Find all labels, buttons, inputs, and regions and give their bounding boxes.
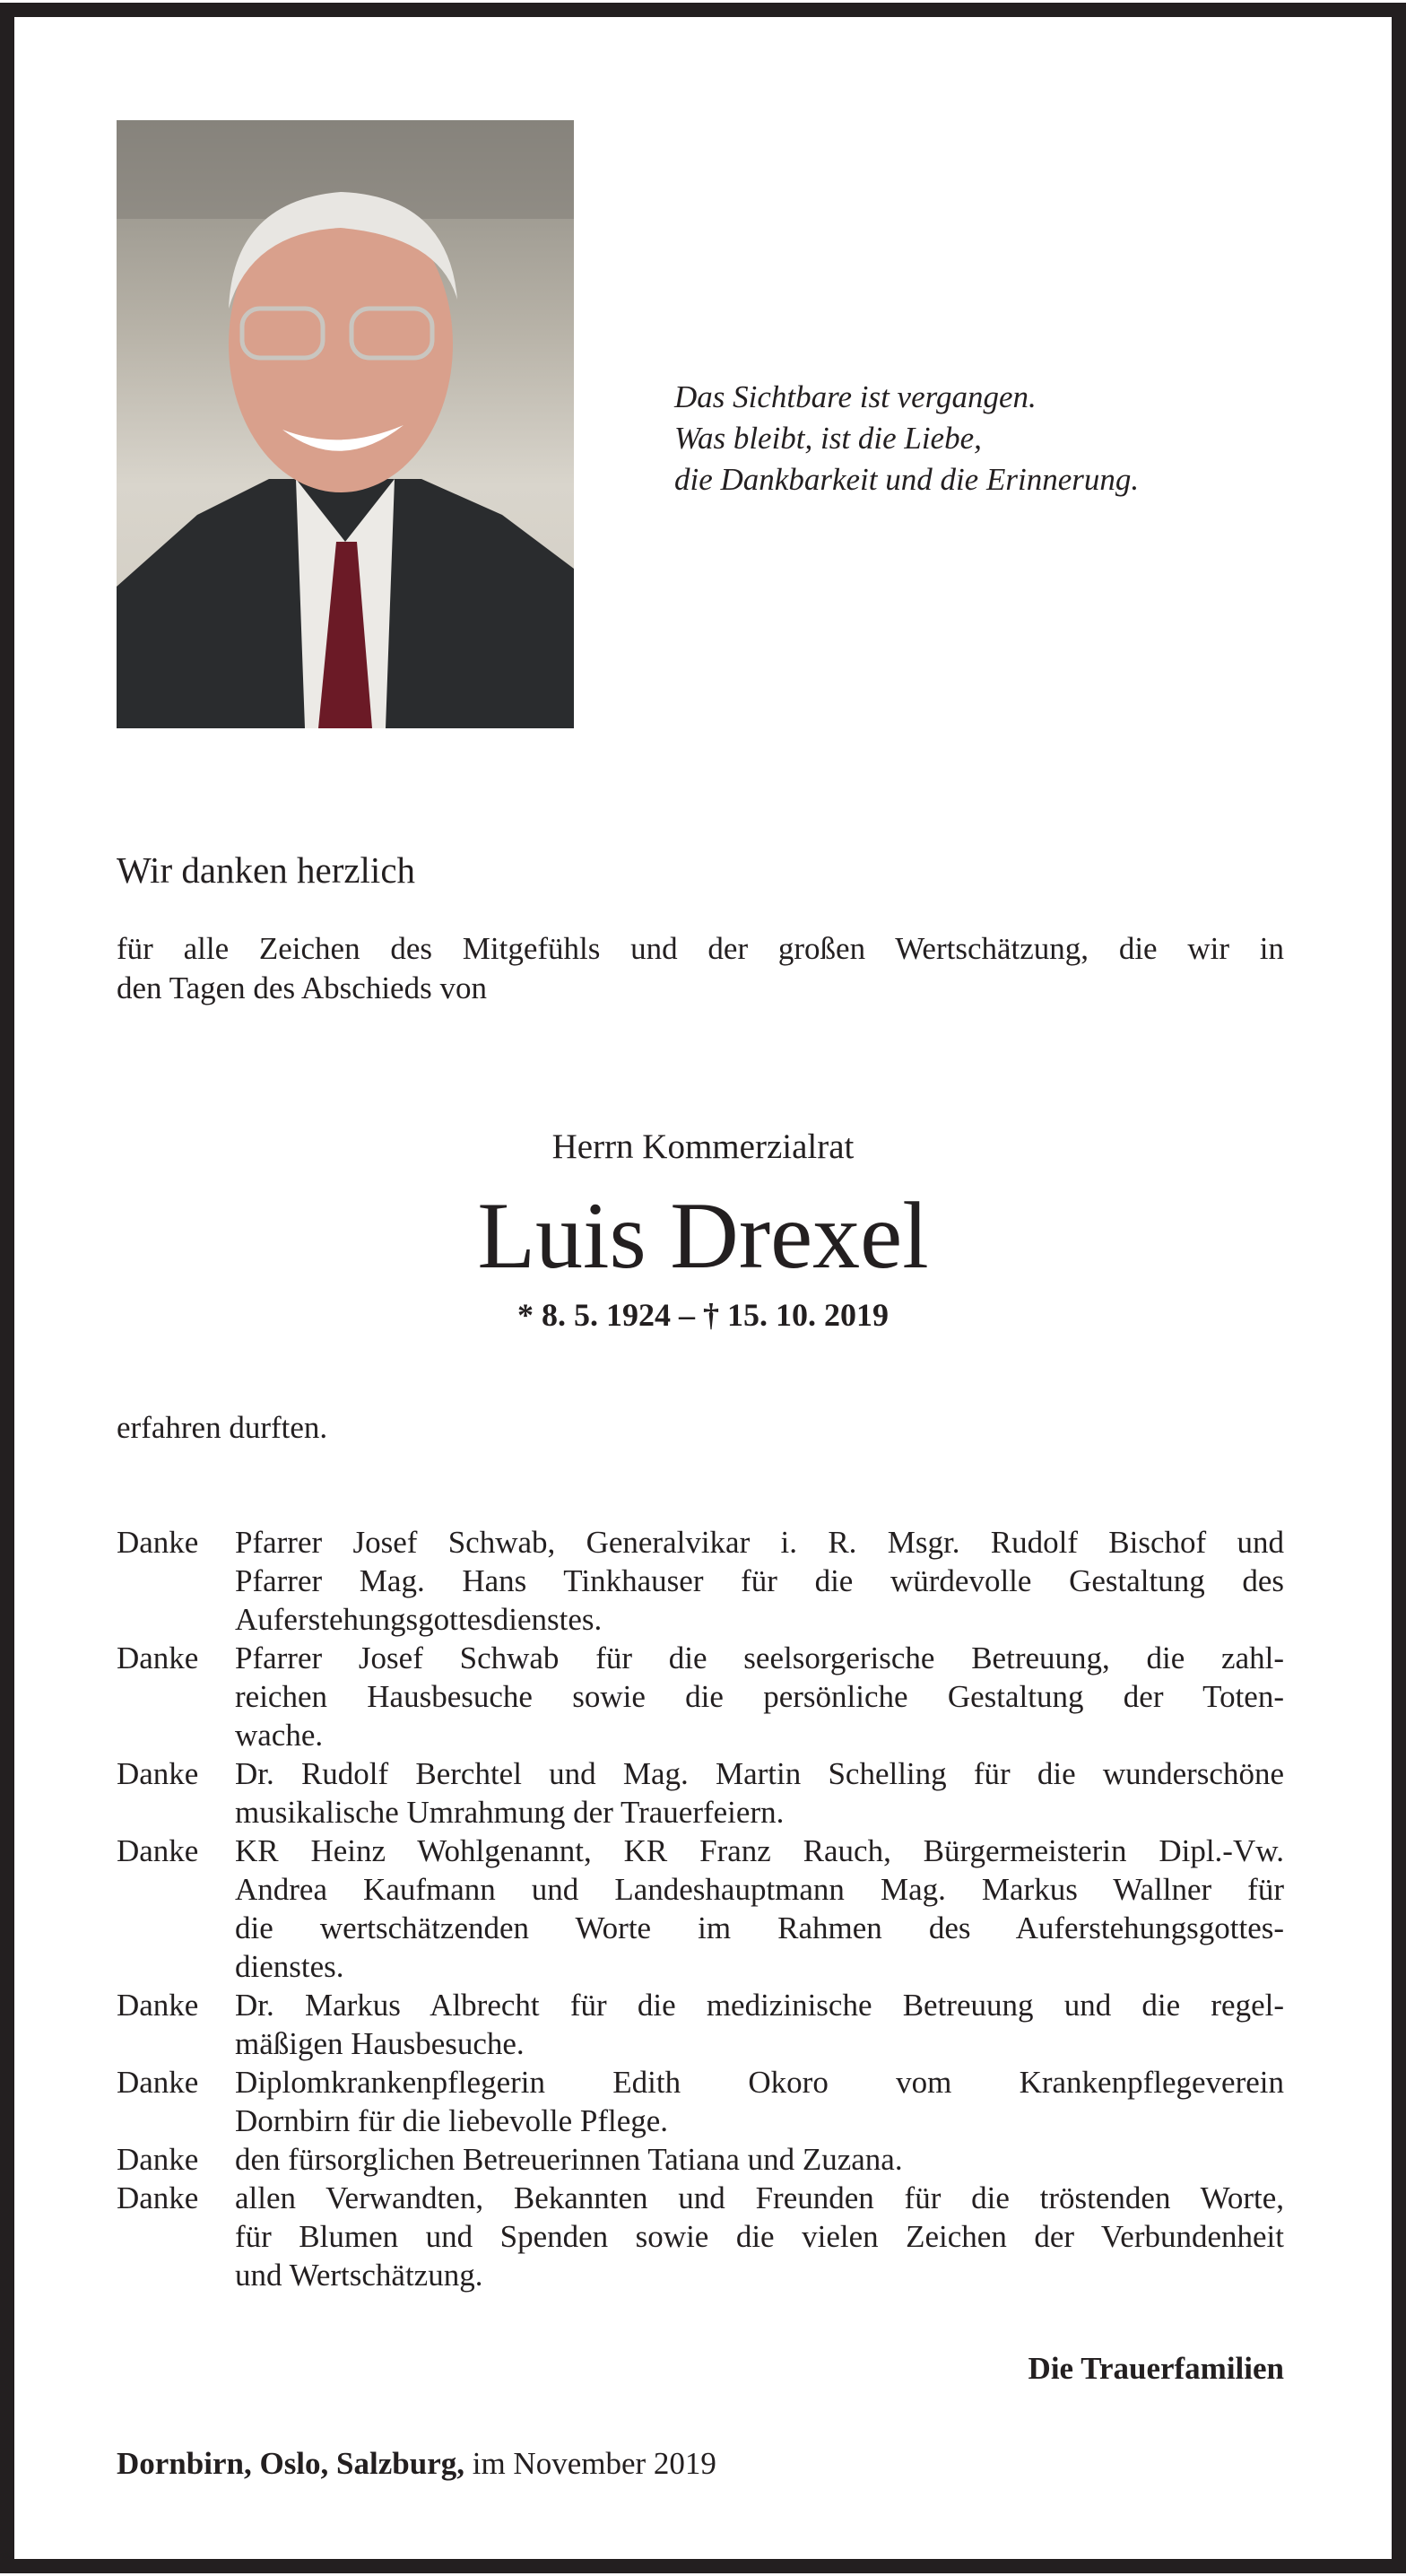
thanks-line: Dr. Markus Albrecht für die medizinische Betreuung und die regel- xyxy=(235,1988,1284,2023)
thanks-label: Danke xyxy=(117,2180,199,2215)
thanks-text xyxy=(235,1523,1284,1639)
thanks-line: für Blumen und Spenden sowie die vielen Zeichen der Verbundenheit xyxy=(235,2219,1284,2254)
thanks-line: KR Heinz Wohlgenannt, KR Franz Rauch, Bürgermeisterin Dipl.-Vw. xyxy=(235,1833,1284,1868)
portrait-photo xyxy=(117,120,574,728)
quote-line: Was bleibt, ist die Liebe, xyxy=(674,421,982,456)
intro-line: für alle Zeichen des Mitgefühls und der großen Wertschätzung, die wir in xyxy=(117,931,1284,966)
thanks-label: Danke xyxy=(117,2065,199,2100)
thanks-line: Andrea Kaufmann und Landeshauptmann Mag. Markus Wallner für xyxy=(235,1872,1284,1907)
intro-line: den Tagen des Abschieds von xyxy=(117,970,487,1005)
thanks-line: Pfarrer Josef Schwab für die seelsorgerische Betreuung, die zahl- xyxy=(235,1640,1284,1675)
thanks-text xyxy=(235,1754,1284,1832)
quote-line: Das Sichtbare ist vergangen. xyxy=(674,379,1037,414)
quote-line: die Dankbarkeit und die Erinnerung. xyxy=(674,462,1140,497)
portrait-illustration xyxy=(117,120,574,728)
thanks-item xyxy=(117,1523,1284,1639)
thanks-line: Pfarrer Josef Schwab, Generalvikar i. R. Msgr. Rudolf Bischof und xyxy=(235,1525,1284,1560)
thanks-label: Danke xyxy=(117,1640,199,1675)
thanks-heading: Wir danken herzlich xyxy=(117,849,416,891)
thanks-line: Diplomkrankenpflegerin Edith Okoro vom Krankenpflegeverein xyxy=(235,2065,1284,2100)
intro-paragraph xyxy=(117,929,1284,1008)
thanks-line: musikalische Umrahmung der Trauerfeiern. xyxy=(235,1795,785,1830)
thanks-line: Auferstehungsgottesdienstes. xyxy=(235,1602,603,1637)
thanks-label: Danke xyxy=(117,1525,199,1560)
date: im November 2019 xyxy=(472,2446,716,2481)
thanks-text xyxy=(235,1832,1284,1986)
closing-phrase: erfahren durften. xyxy=(117,1410,328,1445)
thanks-line: den fürsorglichen Betreuerinnen Tatiana und Zuzana. xyxy=(235,2142,903,2177)
places: Dornbirn, Oslo, Salzburg, xyxy=(117,2446,464,2481)
thanks-line: die wertschätzenden Worte im Rahmen des Auferstehungsgottes- xyxy=(235,1910,1284,1945)
thanks-text xyxy=(235,1639,1284,1754)
thanks-label: Danke xyxy=(117,1833,199,1868)
thanks-item xyxy=(117,2063,1284,2140)
thanks-text xyxy=(235,2179,1284,2294)
thanks-text xyxy=(235,2140,1284,2179)
signature: Die Trauerfamilien xyxy=(1028,2351,1284,2386)
thanks-line: reichen Hausbesuche sowie die persönliche Gestaltung der Toten- xyxy=(235,1679,1284,1714)
place-date-line xyxy=(117,2444,716,2484)
thanks-item xyxy=(117,1832,1284,1986)
thanks-item xyxy=(117,2140,1284,2179)
thanks-line: wache. xyxy=(235,1718,324,1753)
thanks-line: Pfarrer Mag. Hans Tinkhauser für die würdevolle Gestaltung des xyxy=(235,1563,1284,1598)
thanks-item xyxy=(117,2179,1284,2294)
thanks-label: Danke xyxy=(117,1756,199,1791)
deceased-name: Luis Drexel xyxy=(477,1183,929,1288)
thanks-text xyxy=(235,1986,1284,2063)
thanks-item xyxy=(117,1986,1284,2063)
thanks-label: Danke xyxy=(117,2142,199,2177)
deceased-title: Herrn Kommerzialrat xyxy=(551,1127,855,1166)
thanks-line: mäßigen Hausbesuche. xyxy=(235,2026,525,2061)
thanks-item xyxy=(117,1639,1284,1754)
thanks-label: Danke xyxy=(117,1988,199,2023)
thanks-line: und Wertschätzung. xyxy=(235,2258,483,2293)
thanks-line: Dr. Rudolf Berchtel und Mag. Martin Schelling für die wunderschöne xyxy=(235,1756,1284,1791)
thanks-list xyxy=(117,1523,1284,2294)
memorial-quote xyxy=(674,377,1139,500)
thanks-line: allen Verwandten, Bekannten und Freunden für die tröstenden Worte, xyxy=(235,2180,1284,2215)
thanks-line: Dornbirn für die liebevolle Pflege. xyxy=(235,2103,669,2138)
thanks-text xyxy=(235,2063,1284,2140)
thanks-item xyxy=(117,1754,1284,1832)
life-dates: * 8. 5. 1924 – † 15. 10. 2019 xyxy=(517,1297,889,1333)
thanks-line: dienstes. xyxy=(235,1949,344,1984)
